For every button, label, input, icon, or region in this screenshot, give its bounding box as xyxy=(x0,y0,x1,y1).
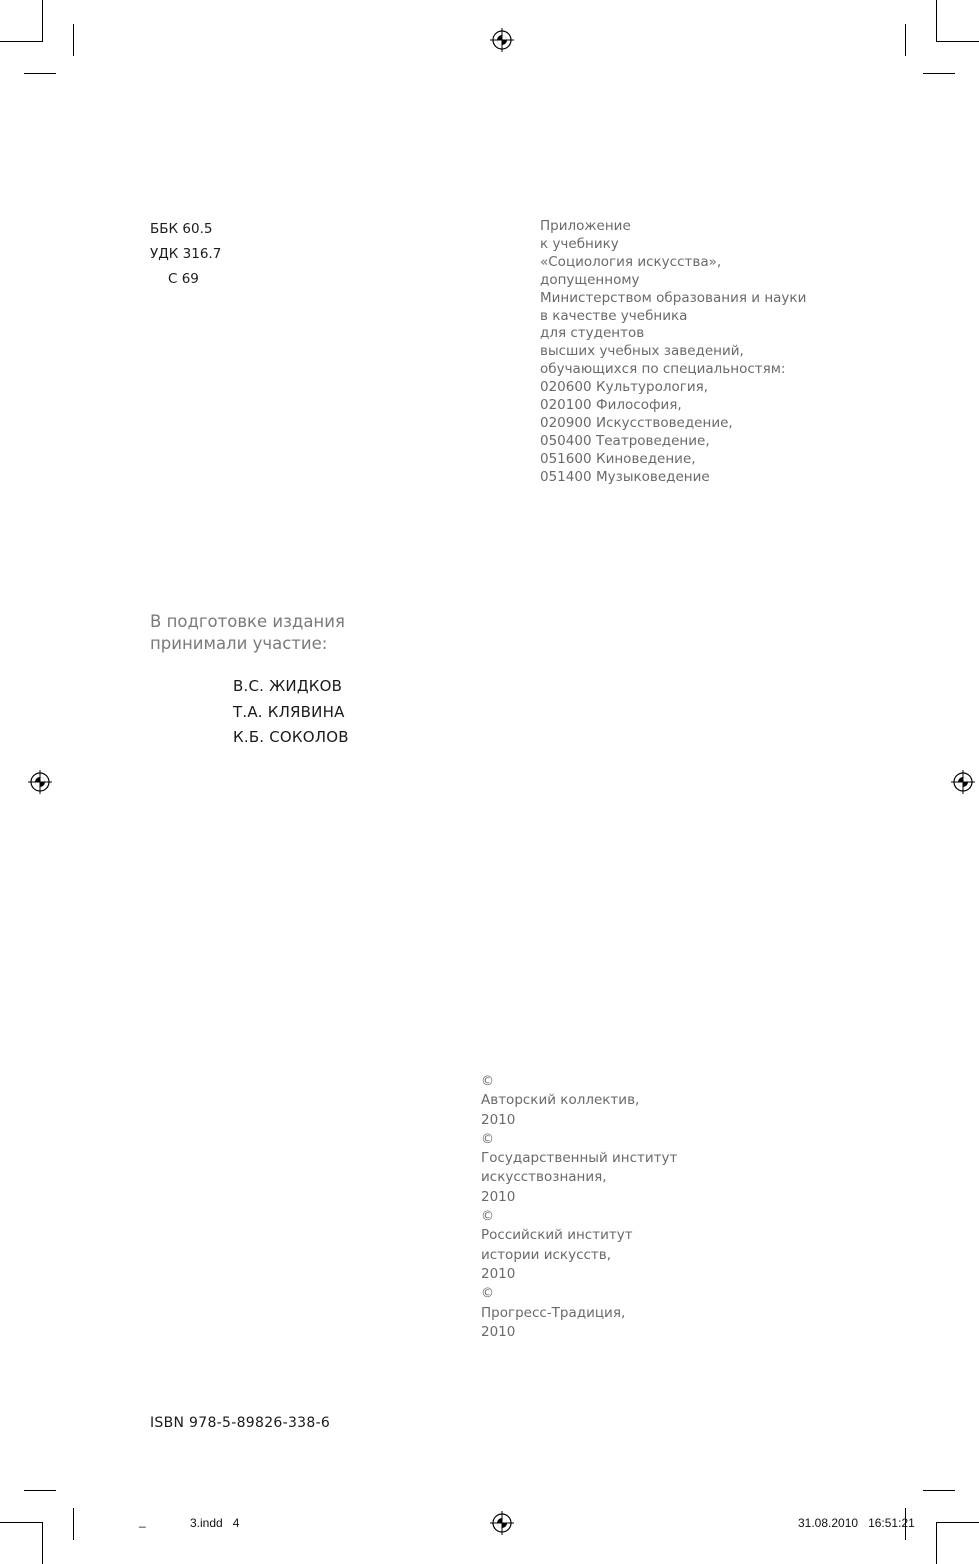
specialty-row xyxy=(540,397,806,415)
specialty-name: Киноведение, xyxy=(596,450,696,467)
preparation-heading-line: принимали участие: xyxy=(150,633,328,653)
specialty-code: 020100 xyxy=(540,397,592,414)
contributor-name: К.Б. СОКОЛОВ xyxy=(233,728,349,746)
copyright-year: 2010 xyxy=(481,1188,516,1205)
registration-mark-icon xyxy=(490,1511,514,1535)
crop-mark-top-right-h xyxy=(936,41,979,42)
slug-filename: 3.indd xyxy=(190,1516,223,1530)
appendix-line: Министерством образования и науки xyxy=(540,289,807,306)
copyright-holder: Государственный институт xyxy=(481,1150,678,1167)
copyright-holder: Авторский коллектив, xyxy=(481,1092,640,1109)
specialty-row xyxy=(540,451,806,469)
crop-mark-top-right-v xyxy=(936,0,937,41)
crop-mark-top-left-v xyxy=(42,0,43,41)
slug-date: 31.08.2010 xyxy=(798,1516,859,1530)
specialty-row xyxy=(540,379,806,397)
appendix-line: для студентов xyxy=(540,325,645,342)
slug-page: 4 xyxy=(232,1516,240,1530)
specialty-row xyxy=(540,433,806,451)
specialty-code: 020900 xyxy=(540,414,592,431)
slug-time: 16:51:21 xyxy=(868,1516,915,1530)
slug-timestamp xyxy=(798,1516,915,1530)
crop-mark-bottom-left-v2 xyxy=(73,1508,74,1540)
appendix-line: допущенному xyxy=(540,271,640,288)
contributor-name: Т.А. КЛЯВИНА xyxy=(233,702,345,721)
crop-mark-top-right-v2 xyxy=(905,24,906,56)
crop-mark-bottom-right-v xyxy=(936,1523,937,1564)
preparation-heading-line: В подготовке издания xyxy=(150,612,345,631)
slug-marker: _ xyxy=(139,1514,146,1528)
specialty-row xyxy=(540,469,806,487)
appendix-line: Приложение xyxy=(540,218,631,234)
registration-mark-icon xyxy=(951,770,975,794)
crop-mark-bottom-left-h2 xyxy=(24,1490,56,1491)
specialty-row xyxy=(540,415,806,433)
appendix-line: обучающихся по специальностям: xyxy=(540,361,786,378)
copyright-holder: Российский институт xyxy=(481,1227,633,1244)
crop-mark-top-left-h xyxy=(0,41,43,42)
appendix-line: к учебнику xyxy=(540,235,619,252)
contributor-name: В.С. ЖИДКОВ xyxy=(233,677,343,695)
copyright-year: 2010 xyxy=(481,1323,516,1340)
crop-mark-top-right-h2 xyxy=(923,73,955,74)
specialty-code: 050400 xyxy=(540,432,592,449)
appendix-line: в качестве учебника xyxy=(540,307,688,324)
appendix-line: «Социология искусства», xyxy=(540,253,722,270)
crop-mark-bottom-right-h2 xyxy=(923,1490,955,1491)
bbk-code: ББК 60.5 xyxy=(150,221,213,237)
preparation-heading xyxy=(150,611,345,654)
specialty-code: 051400 xyxy=(540,468,592,485)
copyright-holder: Прогресс-Традиция, xyxy=(481,1304,626,1321)
copyright-block xyxy=(481,1072,677,1342)
copyright-icon: © xyxy=(481,1209,494,1225)
crop-mark-top-left-v2 xyxy=(73,24,74,56)
specialty-name: Музыковедение xyxy=(596,468,710,485)
specialty-code: 020600 xyxy=(540,379,592,396)
udk-code: УДК 316.7 xyxy=(150,246,222,262)
isbn: ISBN 978-5-89826-338-6 xyxy=(150,1415,331,1431)
copyright-icon: © xyxy=(481,1286,494,1302)
contributor-list xyxy=(233,674,349,751)
crop-mark-bottom-right-h xyxy=(936,1522,979,1523)
registration-mark-icon xyxy=(490,28,514,52)
specialty-name: Культурология, xyxy=(596,379,709,396)
copyright-holder: истории искусств, xyxy=(481,1246,612,1263)
slug-file xyxy=(190,1516,239,1530)
crop-mark-bottom-left-h xyxy=(0,1522,43,1523)
appendix-line: высших учебных заведений, xyxy=(540,343,744,360)
copyright-holder: искусствознания, xyxy=(481,1169,607,1186)
crop-mark-bottom-left-v xyxy=(42,1523,43,1564)
copyright-year: 2010 xyxy=(481,1265,516,1282)
author-mark: С 69 xyxy=(168,271,199,287)
specialty-code: 051600 xyxy=(540,450,592,467)
specialty-name: Философия, xyxy=(596,397,682,414)
copyright-icon: © xyxy=(481,1131,494,1147)
specialty-name: Искусствоведение, xyxy=(596,414,733,431)
copyright-icon: © xyxy=(481,1074,494,1089)
specialty-name: Театроведение, xyxy=(596,432,710,449)
crop-mark-top-left-h2 xyxy=(24,73,56,74)
catalog-codes xyxy=(150,217,221,292)
copyright-year: 2010 xyxy=(481,1111,516,1128)
registration-mark-icon xyxy=(28,770,52,794)
appendix-note xyxy=(540,218,806,487)
